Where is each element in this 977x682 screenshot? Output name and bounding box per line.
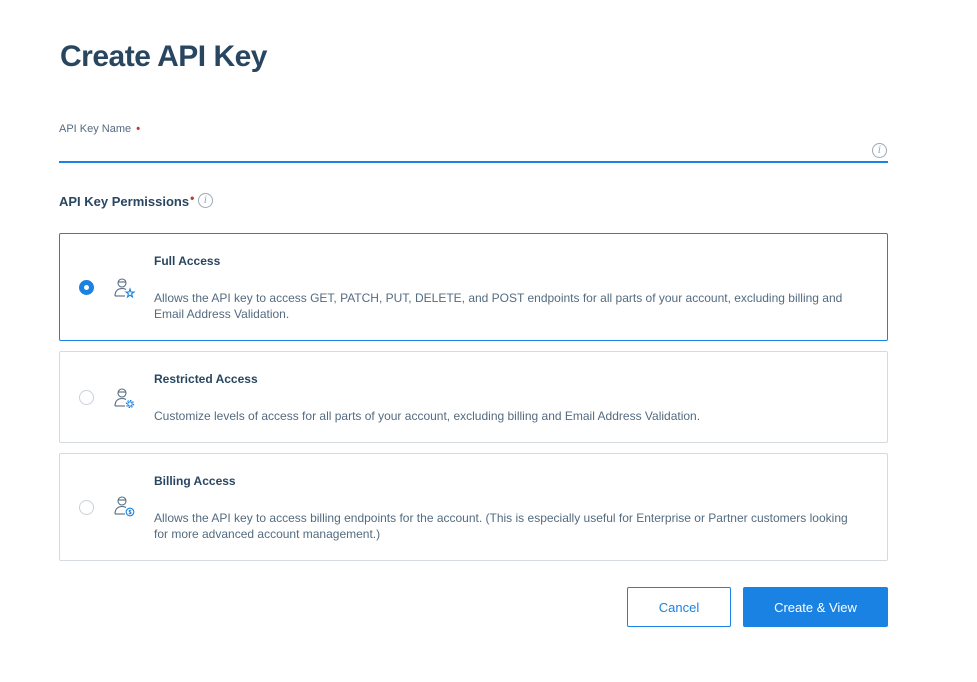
option-full-access[interactable] [59,233,888,341]
user-dollar-icon [112,494,136,518]
page-title: Create API Key [60,40,267,73]
api-key-name-label-text: API Key Name [59,123,132,135]
cancel-button[interactable]: Cancel [627,587,731,627]
required-marker: • [136,123,141,135]
user-star-icon [112,276,136,300]
option-description: Customize levels of access for all parts of your account, excluding billing and Email Address Validation. [154,409,701,423]
info-icon[interactable]: i [872,143,887,158]
option-title: Billing Access [154,474,236,488]
create-and-view-button[interactable]: Create & View [743,587,888,627]
info-icon[interactable]: i [198,193,213,208]
user-gear-icon [112,386,136,410]
radio-restricted-access[interactable] [79,390,94,405]
option-restricted-access[interactable] [59,351,888,443]
radio-billing-access[interactable] [79,500,94,515]
option-title: Restricted Access [154,372,258,386]
permissions-label-text: API Key Permissions [59,194,190,209]
option-description: Allows the API key to access GET, PATCH, PUT, DELETE, and POST endpoints for all parts of your account, excluding billing and Email Address Validation. [154,291,843,321]
api-key-name-label [59,123,140,135]
permissions-label [59,191,195,209]
option-title: Full Access [154,254,221,268]
radio-full-access[interactable] [79,280,94,295]
option-description: Allows the API key to access billing endpoints for the account. (This is especially useful for Enterprise or Partner customers looking for more advanced account management.) [154,511,848,541]
api-key-name-input[interactable] [59,139,888,163]
option-billing-access[interactable] [59,453,888,561]
required-marker: • [190,191,195,205]
